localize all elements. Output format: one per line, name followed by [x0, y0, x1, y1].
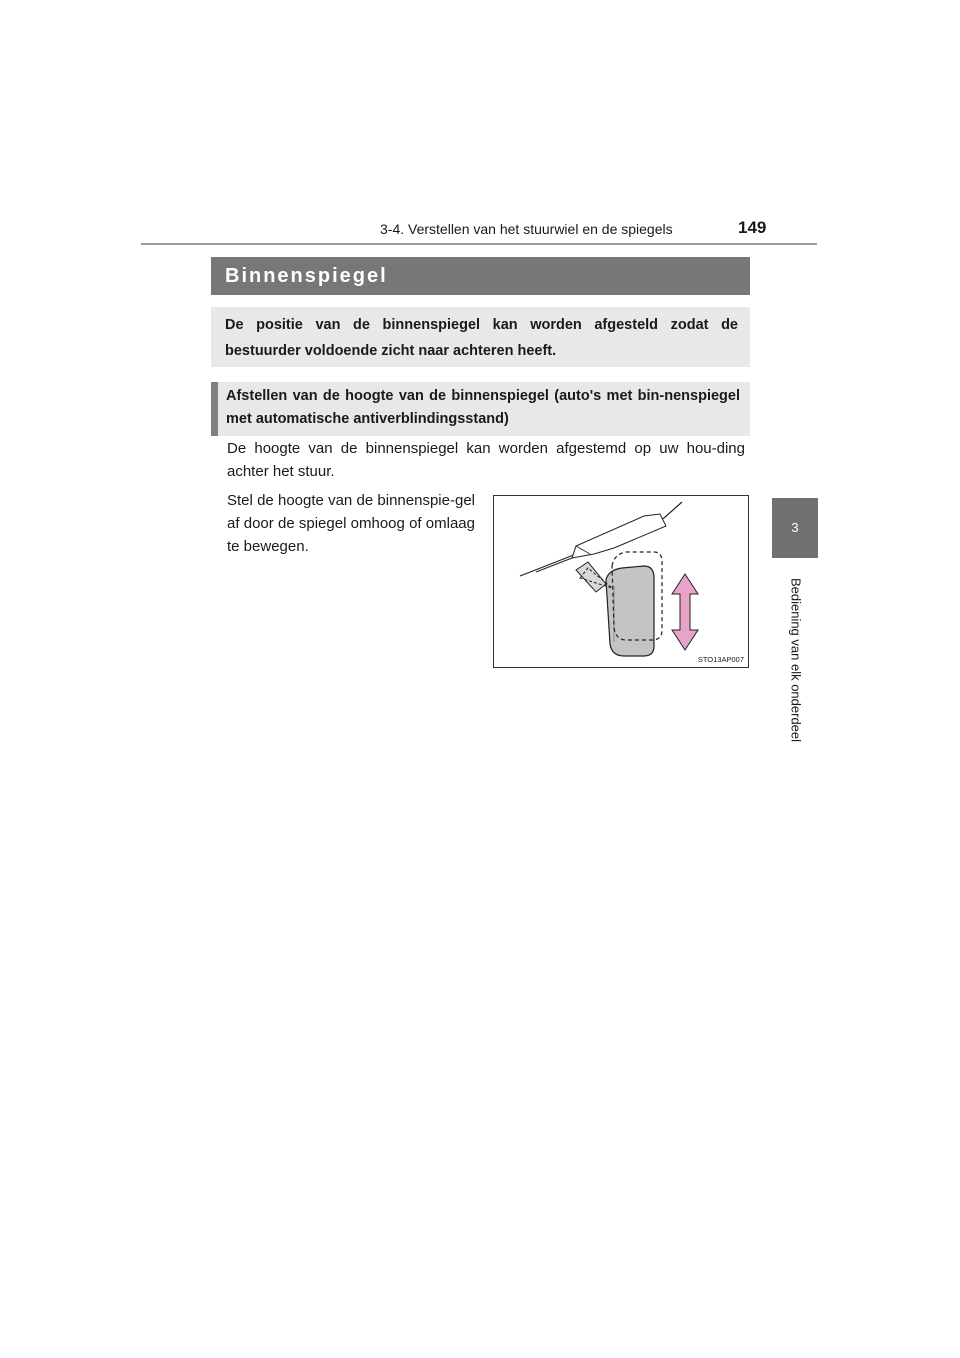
- chapter-tab-label: [783, 565, 809, 755]
- subsection-heading: Afstellen van de hoogte van de binnenspiegel (auto's met bin-nenspiegel met automatische antiverblindingsstand): [211, 382, 750, 436]
- header-divider: [141, 243, 817, 245]
- section-title: Binnenspiegel: [211, 257, 750, 295]
- mirror-illustration-svg: [494, 496, 748, 667]
- chapter-tab-number: 3: [772, 498, 818, 558]
- section-intro: De positie van de binnenspiegel kan worden afgesteld zodat de bestuurder voldoende zicht naar achteren heeft.: [211, 307, 750, 367]
- paragraph-instruction: Stel de hoogte van de binnenspie-gel af door de spiegel omhoog of omlaag te bewegen.: [227, 492, 475, 555]
- paragraph-height-adjust: De hoogte van de binnenspiegel kan worden afgestemd op uw hou-ding achter het stuur.: [227, 440, 745, 480]
- chapter-tab-label-text: Bediening van elk onderdeel: [788, 577, 804, 743]
- mirror-illustration: [493, 495, 749, 668]
- figure-code: STO13AP007: [697, 655, 744, 664]
- up-down-arrow: [672, 574, 698, 650]
- page-number: 149: [738, 218, 767, 237]
- mirror-body: [606, 566, 654, 656]
- running-header: 3-4. Verstellen van het stuurwiel en de spiegels: [380, 221, 673, 237]
